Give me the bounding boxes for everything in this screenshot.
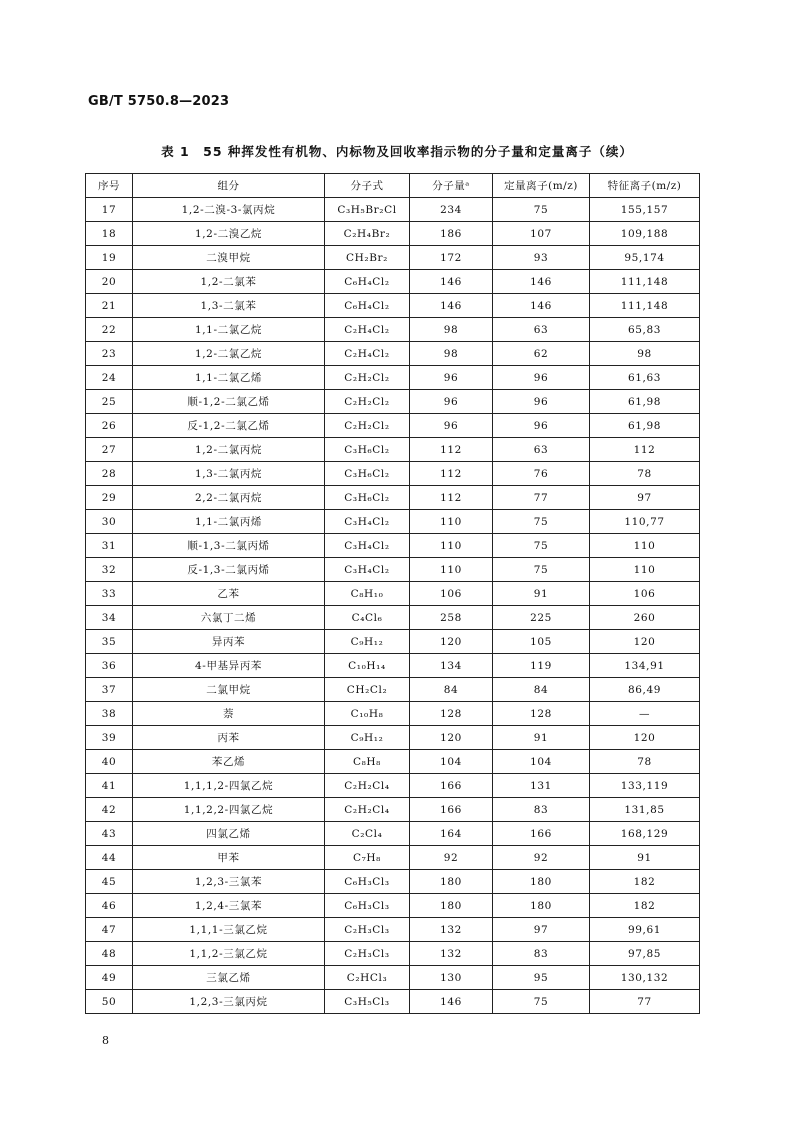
cell-char-ion: 111,148 [590, 270, 700, 294]
cell-index: 45 [86, 870, 133, 894]
cell-molecular-weight: 106 [410, 582, 493, 606]
cell-index: 17 [86, 198, 133, 222]
cell-index: 29 [86, 486, 133, 510]
cell-char-ion: 106 [590, 582, 700, 606]
cell-molecular-weight: 112 [410, 462, 493, 486]
cell-char-ion: 97 [590, 486, 700, 510]
cell-index: 39 [86, 726, 133, 750]
table-row [86, 942, 700, 966]
cell-formula: C₆H₃Cl₃ [325, 870, 410, 894]
cell-quant-ion: 75 [493, 990, 590, 1014]
cell-char-ion: 120 [590, 630, 700, 654]
cell-quant-ion: 83 [493, 942, 590, 966]
cell-quant-ion: 131 [493, 774, 590, 798]
cell-formula: C₂H₂Cl₄ [325, 774, 410, 798]
cell-index: 41 [86, 774, 133, 798]
table-row [86, 438, 700, 462]
cell-molecular-weight: 146 [410, 294, 493, 318]
cell-index: 31 [86, 534, 133, 558]
cell-component: 1,1,1,2-四氯乙烷 [133, 774, 325, 798]
cell-quant-ion: 91 [493, 726, 590, 750]
cell-quant-ion: 76 [493, 462, 590, 486]
cell-component: 1,1,2,2-四氯乙烷 [133, 798, 325, 822]
cell-char-ion: 130,132 [590, 966, 700, 990]
cell-formula: C₃H₅Cl₃ [325, 990, 410, 1014]
cell-molecular-weight: 96 [410, 414, 493, 438]
cell-formula: C₂HCl₃ [325, 966, 410, 990]
cell-index: 38 [86, 702, 133, 726]
table-row [86, 870, 700, 894]
cell-molecular-weight: 104 [410, 750, 493, 774]
cell-molecular-weight: 128 [410, 702, 493, 726]
table-row [86, 966, 700, 990]
cell-component: 1,1-二氯乙烷 [133, 318, 325, 342]
cell-index: 35 [86, 630, 133, 654]
cell-index: 43 [86, 822, 133, 846]
table-row [86, 798, 700, 822]
table-row [86, 558, 700, 582]
table-body [86, 198, 700, 1014]
cell-char-ion: 98 [590, 342, 700, 366]
cell-formula: C₉H₁₂ [325, 630, 410, 654]
cell-molecular-weight: 92 [410, 846, 493, 870]
cell-char-ion: 110 [590, 534, 700, 558]
cell-component: 2,2-二氯丙烷 [133, 486, 325, 510]
table-row [86, 534, 700, 558]
cell-char-ion: 182 [590, 894, 700, 918]
cell-quant-ion: 62 [493, 342, 590, 366]
cell-formula: C₆H₄Cl₂ [325, 270, 410, 294]
cell-component: 二溴甲烷 [133, 246, 325, 270]
table-row [86, 822, 700, 846]
table-row [86, 294, 700, 318]
cell-molecular-weight: 120 [410, 630, 493, 654]
cell-char-ion: 120 [590, 726, 700, 750]
cell-char-ion: — [590, 702, 700, 726]
cell-index: 26 [86, 414, 133, 438]
cell-char-ion: 78 [590, 462, 700, 486]
cell-formula: C₉H₁₂ [325, 726, 410, 750]
cell-molecular-weight: 180 [410, 894, 493, 918]
cell-index: 19 [86, 246, 133, 270]
cell-formula: C₂H₄Cl₂ [325, 318, 410, 342]
cell-char-ion: 133,119 [590, 774, 700, 798]
table-row [86, 390, 700, 414]
cell-component: 1,1-二氯丙烯 [133, 510, 325, 534]
table-row [86, 246, 700, 270]
table-row [86, 222, 700, 246]
cell-formula: C₂H₄Br₂ [325, 222, 410, 246]
cell-molecular-weight: 132 [410, 918, 493, 942]
cell-molecular-weight: 180 [410, 870, 493, 894]
cell-molecular-weight: 186 [410, 222, 493, 246]
cell-quant-ion: 128 [493, 702, 590, 726]
cell-char-ion: 78 [590, 750, 700, 774]
table-row [86, 846, 700, 870]
cell-component: 1,2-二氯丙烷 [133, 438, 325, 462]
cell-char-ion: 97,85 [590, 942, 700, 966]
cell-index: 47 [86, 918, 133, 942]
cell-formula: CH₂Br₂ [325, 246, 410, 270]
cell-quant-ion: 180 [493, 870, 590, 894]
cell-molecular-weight: 112 [410, 486, 493, 510]
cell-formula: C₂H₂Cl₂ [325, 390, 410, 414]
col-header-formula: 分子式 [325, 174, 410, 198]
cell-char-ion: 134,91 [590, 654, 700, 678]
col-header-char-ion: 特征离子(m/z) [590, 174, 700, 198]
cell-index: 42 [86, 798, 133, 822]
cell-index: 25 [86, 390, 133, 414]
table-row [86, 774, 700, 798]
cell-index: 30 [86, 510, 133, 534]
cell-formula: C₂Cl₄ [325, 822, 410, 846]
cell-char-ion: 77 [590, 990, 700, 1014]
cell-quant-ion: 180 [493, 894, 590, 918]
cell-molecular-weight: 146 [410, 270, 493, 294]
table-row [86, 606, 700, 630]
table-row [86, 630, 700, 654]
table-row [86, 894, 700, 918]
page-number: 8 [102, 1034, 109, 1047]
cell-formula: C₂H₃Cl₃ [325, 942, 410, 966]
table-header-row [86, 174, 700, 198]
cell-component: 1,2-二氯苯 [133, 270, 325, 294]
cell-quant-ion: 105 [493, 630, 590, 654]
col-header-index: 序号 [86, 174, 133, 198]
cell-formula: C₄Cl₆ [325, 606, 410, 630]
cell-index: 23 [86, 342, 133, 366]
cell-quant-ion: 75 [493, 558, 590, 582]
cell-index: 20 [86, 270, 133, 294]
cell-molecular-weight: 110 [410, 534, 493, 558]
table-row [86, 270, 700, 294]
cell-component: 1,1,2-三氯乙烷 [133, 942, 325, 966]
cell-quant-ion: 84 [493, 678, 590, 702]
cell-molecular-weight: 166 [410, 798, 493, 822]
cell-component: 1,2-二氯乙烷 [133, 342, 325, 366]
cell-quant-ion: 91 [493, 582, 590, 606]
cell-char-ion: 260 [590, 606, 700, 630]
cell-molecular-weight: 84 [410, 678, 493, 702]
standard-number: GB/T 5750.8—2023 [88, 94, 230, 109]
cell-index: 32 [86, 558, 133, 582]
cell-char-ion: 109,188 [590, 222, 700, 246]
cell-formula: C₂H₂Cl₄ [325, 798, 410, 822]
cell-component: 六氯丁二烯 [133, 606, 325, 630]
cell-char-ion: 61,98 [590, 390, 700, 414]
cell-component: 二氯甲烷 [133, 678, 325, 702]
cell-molecular-weight: 96 [410, 390, 493, 414]
table-row [86, 654, 700, 678]
cell-quant-ion: 96 [493, 414, 590, 438]
cell-formula: C₂H₃Cl₃ [325, 918, 410, 942]
table-row [86, 414, 700, 438]
table-row [86, 990, 700, 1014]
cell-formula: C₆H₃Cl₃ [325, 894, 410, 918]
cell-char-ion: 112 [590, 438, 700, 462]
col-header-component: 组分 [133, 174, 325, 198]
cell-formula: C₂H₂Cl₂ [325, 366, 410, 390]
cell-index: 34 [86, 606, 133, 630]
cell-index: 48 [86, 942, 133, 966]
cell-quant-ion: 83 [493, 798, 590, 822]
cell-component: 1,2-二溴-3-氯丙烷 [133, 198, 325, 222]
table-row [86, 702, 700, 726]
cell-component: 顺-1,3-二氯丙烯 [133, 534, 325, 558]
cell-component: 1,3-二氯苯 [133, 294, 325, 318]
cell-char-ion: 91 [590, 846, 700, 870]
cell-component: 4-甲基异丙苯 [133, 654, 325, 678]
cell-molecular-weight: 134 [410, 654, 493, 678]
cell-formula: C₁₀H₁₄ [325, 654, 410, 678]
cell-char-ion: 155,157 [590, 198, 700, 222]
cell-quant-ion: 97 [493, 918, 590, 942]
cell-quant-ion: 146 [493, 270, 590, 294]
cell-quant-ion: 104 [493, 750, 590, 774]
cell-component: 三氯乙烯 [133, 966, 325, 990]
cell-index: 28 [86, 462, 133, 486]
cell-quant-ion: 63 [493, 318, 590, 342]
cell-index: 46 [86, 894, 133, 918]
cell-formula: C₇H₈ [325, 846, 410, 870]
cell-formula: C₃H₆Cl₂ [325, 438, 410, 462]
cell-molecular-weight: 234 [410, 198, 493, 222]
cell-char-ion: 86,49 [590, 678, 700, 702]
cell-molecular-weight: 96 [410, 366, 493, 390]
table-row [86, 318, 700, 342]
cell-molecular-weight: 146 [410, 990, 493, 1014]
cell-quant-ion: 93 [493, 246, 590, 270]
cell-formula: C₂H₂Cl₂ [325, 414, 410, 438]
cell-index: 21 [86, 294, 133, 318]
cell-component: 异丙苯 [133, 630, 325, 654]
cell-quant-ion: 96 [493, 366, 590, 390]
cell-char-ion: 99,61 [590, 918, 700, 942]
cell-molecular-weight: 172 [410, 246, 493, 270]
cell-char-ion: 168,129 [590, 822, 700, 846]
table-row [86, 366, 700, 390]
cell-formula: CH₂Cl₂ [325, 678, 410, 702]
cell-quant-ion: 92 [493, 846, 590, 870]
cell-formula: C₃H₄Cl₂ [325, 534, 410, 558]
cell-quant-ion: 95 [493, 966, 590, 990]
cell-component: 乙苯 [133, 582, 325, 606]
table-row [86, 462, 700, 486]
cell-component: 1,1-二氯乙烯 [133, 366, 325, 390]
cell-index: 50 [86, 990, 133, 1014]
cell-char-ion: 111,148 [590, 294, 700, 318]
cell-index: 24 [86, 366, 133, 390]
col-header-molecular-weight: 分子量ᵃ [410, 174, 493, 198]
molecular-weight-table [85, 173, 700, 1014]
cell-quant-ion: 75 [493, 198, 590, 222]
cell-quant-ion: 75 [493, 510, 590, 534]
cell-component: 1,2,3-三氯苯 [133, 870, 325, 894]
cell-char-ion: 182 [590, 870, 700, 894]
cell-index: 44 [86, 846, 133, 870]
cell-component: 1,1,1-三氯乙烷 [133, 918, 325, 942]
cell-quant-ion: 63 [493, 438, 590, 462]
cell-component: 1,2-二溴乙烷 [133, 222, 325, 246]
cell-component: 顺-1,2-二氯乙烯 [133, 390, 325, 414]
cell-component: 苯乙烯 [133, 750, 325, 774]
cell-formula: C₈H₁₀ [325, 582, 410, 606]
table-row [86, 582, 700, 606]
cell-index: 40 [86, 750, 133, 774]
cell-char-ion: 110 [590, 558, 700, 582]
cell-formula: C₃H₄Cl₂ [325, 558, 410, 582]
cell-molecular-weight: 166 [410, 774, 493, 798]
cell-molecular-weight: 120 [410, 726, 493, 750]
cell-char-ion: 131,85 [590, 798, 700, 822]
cell-molecular-weight: 110 [410, 510, 493, 534]
table-row [86, 750, 700, 774]
table-row [86, 510, 700, 534]
cell-molecular-weight: 164 [410, 822, 493, 846]
cell-component: 四氯乙烯 [133, 822, 325, 846]
table-row [86, 486, 700, 510]
cell-formula: C₃H₆Cl₂ [325, 462, 410, 486]
cell-formula: C₁₀H₈ [325, 702, 410, 726]
cell-molecular-weight: 112 [410, 438, 493, 462]
cell-formula: C₃H₄Cl₂ [325, 510, 410, 534]
cell-molecular-weight: 132 [410, 942, 493, 966]
cell-index: 18 [86, 222, 133, 246]
cell-char-ion: 61,98 [590, 414, 700, 438]
cell-component: 丙苯 [133, 726, 325, 750]
table-row [86, 726, 700, 750]
table-caption: 表 1 55 种挥发性有机物、内标物及回收率指示物的分子量和定量离子（续） [161, 144, 633, 159]
cell-molecular-weight: 130 [410, 966, 493, 990]
cell-formula: C₂H₄Cl₂ [325, 342, 410, 366]
cell-formula: C₈H₈ [325, 750, 410, 774]
cell-component: 反-1,3-二氯丙烯 [133, 558, 325, 582]
cell-formula: C₃H₆Cl₂ [325, 486, 410, 510]
cell-quant-ion: 225 [493, 606, 590, 630]
cell-molecular-weight: 98 [410, 318, 493, 342]
cell-index: 33 [86, 582, 133, 606]
table-row [86, 342, 700, 366]
cell-char-ion: 95,174 [590, 246, 700, 270]
cell-molecular-weight: 258 [410, 606, 493, 630]
cell-quant-ion: 166 [493, 822, 590, 846]
table-row [86, 678, 700, 702]
table-row [86, 918, 700, 942]
cell-index: 27 [86, 438, 133, 462]
cell-index: 36 [86, 654, 133, 678]
cell-component: 1,2,4-三氯苯 [133, 894, 325, 918]
cell-char-ion: 65,83 [590, 318, 700, 342]
cell-component: 反-1,2-二氯乙烯 [133, 414, 325, 438]
cell-char-ion: 61,63 [590, 366, 700, 390]
cell-component: 1,3-二氯丙烷 [133, 462, 325, 486]
cell-quant-ion: 119 [493, 654, 590, 678]
cell-quant-ion: 146 [493, 294, 590, 318]
cell-component: 1,2,3-三氯丙烷 [133, 990, 325, 1014]
table-row [86, 198, 700, 222]
cell-index: 22 [86, 318, 133, 342]
cell-index: 49 [86, 966, 133, 990]
col-header-quant-ion: 定量离子(m/z) [493, 174, 590, 198]
cell-formula: C₃H₅Br₂Cl [325, 198, 410, 222]
cell-quant-ion: 107 [493, 222, 590, 246]
cell-index: 37 [86, 678, 133, 702]
cell-quant-ion: 96 [493, 390, 590, 414]
cell-quant-ion: 77 [493, 486, 590, 510]
cell-formula: C₆H₄Cl₂ [325, 294, 410, 318]
cell-molecular-weight: 98 [410, 342, 493, 366]
cell-component: 萘 [133, 702, 325, 726]
cell-quant-ion: 75 [493, 534, 590, 558]
cell-molecular-weight: 110 [410, 558, 493, 582]
cell-component: 甲苯 [133, 846, 325, 870]
cell-char-ion: 110,77 [590, 510, 700, 534]
